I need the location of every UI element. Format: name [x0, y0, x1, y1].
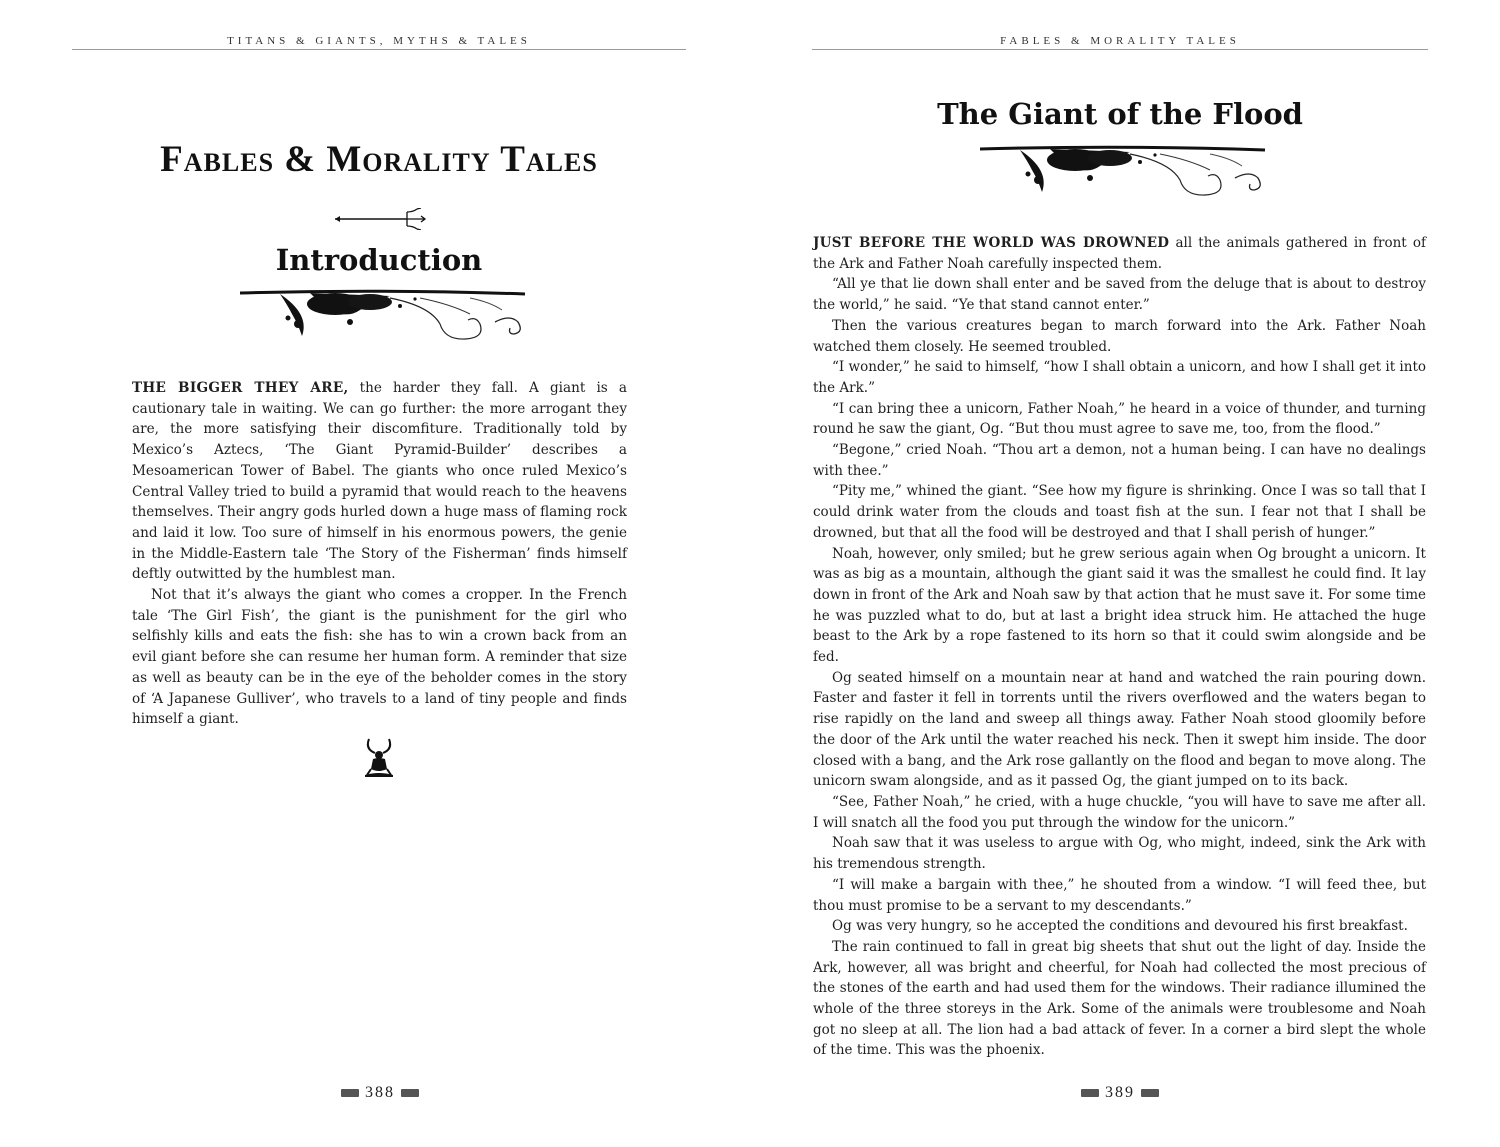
paragraph: “See, Father Noah,” he cried, with a huge chuckle, “you will have to save me after all. I will snatch all the food you put through the window for the unicorn.” — [813, 793, 1426, 831]
chapter-title: The Giant of the Flood — [937, 97, 1303, 131]
paragraph: “I can bring thee a unicorn, Father Noah,” he heard in a voice of thunder, and turning round he saw the giant, Og. “But thou must agree to save me, too, from the flood.” — [813, 400, 1426, 438]
giant-fleuron-icon — [361, 735, 397, 779]
paragraph: “Begone,” cried Noah. “Thou art a demon, not a human being. I can have no dealings with thee.” — [813, 442, 1426, 479]
folio-ornament-icon — [401, 1089, 419, 1097]
paragraph: “Pity me,” whined the giant. “See how my figure is shrinking. Once I was so tall that I could drink water from the clouds and toast fish at the sun. I fear not that I shall be drowned, but that all the food will be destroyed and that I shall perish of hunger.” — [813, 483, 1426, 541]
paragraph: “I wonder,” he said to himself, “how I shall obtain a unicorn, and how I shall get it into the Ark.” — [813, 359, 1426, 396]
ink-splatter-ornament — [980, 140, 1270, 210]
paragraph: Not that it’s always the giant who comes a cropper. In the French tale ‘The Girl Fish’, the giant is the punishment for the girl who selfishly kills and eats the fish: she has to win a crown back from an evil giant before she can resume her human form. A reminder that size as well as beauty can be in the eye of the beholder comes in the story of ‘A Japanese Gulliver’, who travels to a land of tiny people and finds himself a giant. — [132, 587, 627, 728]
paragraph: Noah saw that it was useless to argue with Og, who might, indeed, sink the Ark with his tremendous strength. — [813, 835, 1426, 873]
chapter-title: Introduction — [275, 243, 483, 277]
running-head: TITANS & GIANTS, MYTHS & TALES — [227, 35, 531, 47]
section-title: Fables & Morality Tales — [160, 139, 598, 180]
trident-icon — [335, 208, 427, 230]
folio-ornament-icon — [341, 1089, 359, 1097]
paragraph: Noah, however, only smiled; but he grew serious again when Og brought a unicorn. It was as big as a mountain, although the giant said it was the smallest he could find. It lay down in front of the Ark and Noah saw by that action that he must save it. For some time he was puzzled what to do, but at last a bright idea struck him. He attached the huge beast to the Ark by a rope fastened to its horn so that it could swim alongside and be fed. — [813, 545, 1426, 666]
right-page — [750, 0, 1500, 1147]
header-rule — [812, 49, 1428, 50]
running-head: FABLES & MORALITY TALES — [1000, 35, 1240, 47]
lead-in: THE BIGGER THEY ARE, — [132, 380, 349, 396]
folio-ornament-icon — [1081, 1089, 1099, 1097]
paragraph: “I will make a bargain with thee,” he shouted from a window. “I will feed thee, but thou must promise to be a servant to my descendants.” — [813, 876, 1426, 914]
paragraph: JUST BEFORE THE WORLD WAS DROWNED all the animals gathered in front of the Ark and Father Noah carefully inspected them. — [813, 235, 1426, 272]
page-number: 388 — [320, 1084, 440, 1102]
header-rule — [72, 49, 686, 50]
paragraph: “All ye that lie down shall enter and be saved from the deluge that is about to destroy the world,” he said. “Ye that stand cannot enter.” — [813, 276, 1426, 314]
paragraph: Og seated himself on a mountain near at hand and watched the rain pouring down. Faster and faster it fell in torrents until the rivers overflowed and the waters began to rise rapidly on the land and sweep all things away. Father Noah stood gloomily before the door of the Ark until the water reached his neck. Then it swept him inside. The door closed with a bang, and the Ark rose gallantly on the flood and began to move along. The unicorn swam alongside, and as it passed Og, the giant jumped on to its back. — [813, 669, 1426, 790]
paragraph: THE BIGGER THEY ARE, the harder they fall. A giant is a cautionary tale in waiting. We can go further: the more arrogant they are, the more satisfying their discomfiture. Traditionally told by Mexico’s Aztecs, ‘The Giant Pyramid-Builder’ describes a Mesoamerican Tower of Babel. The giants who once ruled Mexico’s Central Valley tried to build a pyramid that would reach to the heavens themselves. Their angry gods hurled down a huge mass of flaming rock and laid it low. Too sure of himself in his enormous powers, the genie in the Middle-Eastern tale ‘The Story of the Fisherman’ finds himself deftly outwitted by the humblest man. — [132, 380, 627, 583]
paragraph: The rain continued to fall in great big sheets that shut out the light of day. Inside the Ark, however, all was bright and cheerful, for Noah had collected the most precious of the stones of the earth and had used them for the windows. Their radiance illumined the whole of the three storeys in the Ark. Some of the animals were troublesome and Noah got no sleep at all. The lion had a bad attack of fever. In a corner a bird slept the whole of the time. This was the phoenix. — [813, 938, 1426, 1059]
paragraph: Og was very hungry, so he accepted the conditions and devoured his first breakfast. — [832, 918, 1408, 935]
page-number: 389 — [1060, 1084, 1180, 1102]
paragraph: Then the various creatures began to march forward into the Ark. Father Noah watched them closely. He seemed troubled. — [813, 317, 1426, 355]
introduction-body — [132, 378, 627, 730]
folio-ornament-icon — [1141, 1089, 1159, 1097]
ink-splatter-ornament — [240, 284, 530, 354]
story-body — [813, 233, 1426, 1061]
lead-in: JUST BEFORE THE WORLD WAS DROWNED — [813, 235, 1170, 251]
